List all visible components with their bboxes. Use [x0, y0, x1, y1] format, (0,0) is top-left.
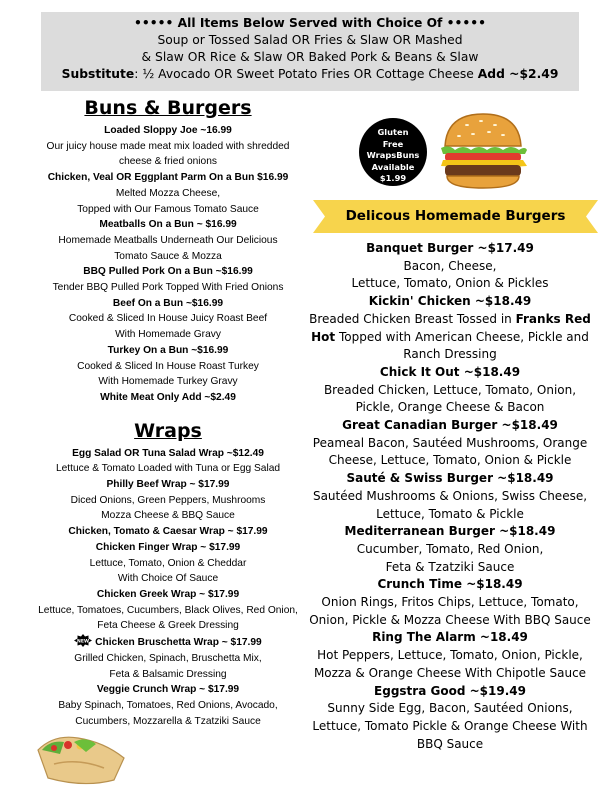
menu-item-name: Beef On a Bun ~$16.99	[112, 297, 224, 309]
menu-item-desc: Breaded Chicken, Lettuce, Tomato, Onion,	[323, 382, 577, 397]
menu-item	[18, 170, 318, 217]
menu-item-desc: Cooked & Sliced In House Juicy Roast Beef	[68, 313, 268, 325]
menu-item-name: Chicken Greek Wrap ~ $17.99	[96, 588, 240, 600]
menu-item	[18, 123, 318, 170]
menu-item	[300, 576, 600, 629]
menu-item	[18, 682, 318, 729]
menu-item-desc: Sunny Side Egg, Bacon, Sautéed Onions,	[327, 701, 573, 716]
menu-item	[18, 446, 318, 477]
menu-item-desc: Breaded Chicken Breast Tossed in Franks Red	[309, 311, 591, 326]
menu-item	[300, 523, 600, 576]
menu-item	[300, 629, 600, 682]
menu-item	[300, 470, 600, 523]
menu-item-desc: cheese & fried onions	[119, 156, 217, 168]
menu-item-desc: Sautéed Mushrooms & Onions, Swiss Cheese,	[312, 488, 588, 503]
substitute-text: : ½ Avocado OR Sweet Potato Fries OR Cottage Cheese	[134, 67, 478, 81]
menu-item-name: Chicken, Veal OR Eggplant Parm On a Bun $16.99	[47, 172, 289, 184]
menu-item	[18, 540, 318, 587]
menu-item-desc: Hot Topped with American Cheese, Pickle and	[311, 329, 589, 344]
menu-item-name: Mediterranean Burger ~$18.49	[344, 524, 556, 539]
banner-heading: ••••• All Items Below Served with Choice Of •••••	[134, 16, 486, 30]
menu-item-desc: Lettuce, Tomato, Onion & Cheddar	[89, 557, 247, 569]
gluten-free-badge	[359, 118, 427, 186]
menu-item	[300, 293, 600, 364]
substitute-label: Substitute	[61, 67, 135, 81]
menu-item	[18, 343, 318, 390]
menu-item	[18, 524, 318, 540]
menu-item-desc: Lettuce, Tomato & Pickle	[376, 506, 524, 521]
menu-item-name: Turkey On a Bun ~$16.99	[107, 344, 229, 356]
banner-substitute	[41, 66, 579, 83]
menu-item-desc: Cooked & Sliced In House Roast Turkey	[77, 360, 259, 372]
white-meat-addon: White Meat Only Add ~$2.49	[100, 391, 236, 403]
banner-line-3: & Slaw OR Rice & Slaw OR Baked Pork & Beans & Slaw	[141, 50, 479, 64]
menu-item-desc: Peameal Bacon, Sautéed Mushrooms, Orange	[312, 435, 588, 450]
menu-item	[300, 683, 600, 754]
menu-item	[18, 264, 318, 295]
section-title-wraps: Wraps	[134, 419, 202, 442]
menu-item	[300, 364, 600, 417]
menu-item-name: Egg Salad OR Tuna Salad Wrap ~$12.49	[72, 447, 264, 459]
menu-item	[18, 217, 318, 264]
menu-item-desc: Mozza & Orange Cheese With Chipotle Sauce	[313, 665, 587, 680]
menu-item-desc: Feta & Tzatziki Sauce	[385, 559, 515, 574]
menu-item-name: Crunch Time ~$18.49	[377, 577, 523, 592]
menu-item-name: Veggie Crunch Wrap ~ $17.99	[96, 684, 240, 696]
menu-item-name: Chicken, Tomato & Caesar Wrap ~ $17.99	[68, 526, 268, 538]
menu-item-desc: Lettuce, Tomato Pickle & Orange Cheese With	[312, 718, 588, 733]
menu-item-name-text: Chicken Bruschetta Wrap ~ $17.99	[95, 637, 262, 649]
menu-item	[300, 240, 600, 293]
menu-item-name: Eggstra Good ~$19.49	[374, 683, 526, 698]
menu-item-desc: Feta Cheese & Greek Dressing	[97, 620, 239, 632]
burgers-ribbon-title: Delicous Homemade Burgers	[345, 208, 566, 224]
menu-item-desc: With Choice Of Sauce	[117, 573, 219, 585]
menu-item-desc: Baby Spinach, Tomatoes, Red Onions, Avocado,	[58, 699, 278, 711]
menu-item	[300, 417, 600, 470]
menu-item	[18, 587, 318, 634]
menu-item-desc: Onion Rings, Fritos Chips, Lettuce, Tomato,	[321, 595, 579, 610]
menu-item-desc: Lettuce, Tomato, Onion & Pickles	[351, 276, 549, 291]
menu-item-desc: Lettuce, Tomatoes, Cucumbers, Black Olives, Red Onion,	[38, 604, 298, 616]
menu-item-desc: BBQ Sauce	[416, 736, 484, 751]
menu-item-name: Great Canadian Burger ~$18.49	[342, 418, 558, 433]
menu-item-desc: With Homemade Turkey Gravy	[98, 376, 238, 388]
banner-line-2: Soup or Tossed Salad OR Fries & Slaw OR Mashed	[157, 33, 463, 47]
menu-item-name: Loaded Sloppy Joe ~16.99	[104, 125, 232, 136]
menu-item	[18, 634, 318, 682]
menu-item-desc: Homemade Meatballs Underneath Our Delicious	[58, 234, 278, 246]
menu-item-desc: Topped with Our Famous Tomato Sauce	[77, 203, 259, 215]
menu-item-desc: Ranch Dressing	[403, 347, 497, 362]
gluten-line-3: Available	[371, 161, 415, 172]
menu-item-name: Ring The Alarm ~18.49	[372, 630, 528, 645]
menu-item-desc: Onion, Pickle & Mozza Cheese With BBQ Sauce	[309, 612, 591, 627]
menu-item-desc: Cucumbers, Mozzarella & Tzatziki Sauce	[75, 715, 261, 727]
burger-icon	[437, 110, 529, 190]
gluten-line-1: Gluten	[377, 127, 409, 137]
right-column	[300, 240, 600, 753]
new-badge-text: NEW	[77, 639, 90, 645]
menu-item-desc: Lettuce & Tomato Loaded with Tuna or Egg Salad	[55, 463, 281, 475]
menu-item-desc: Bacon, Cheese,	[403, 258, 497, 273]
menu-item-desc: Cucumber, Tomato, Red Onion,	[356, 541, 544, 556]
menu-item-desc: Mozza Cheese & BBQ Sauce	[101, 510, 235, 522]
gluten-line-2: Free WrapsBuns	[366, 138, 420, 160]
menu-item-name: Chick It Out ~$18.49	[379, 364, 521, 379]
menu-item-desc: Tomato Sauce & Mozza	[114, 250, 222, 262]
menu-item-name: Philly Beef Wrap ~ $17.99	[106, 479, 230, 491]
menu-item-name: Sauté & Swiss Burger ~$18.49	[346, 471, 554, 486]
menu-item-desc: Melted Mozza Cheese,	[115, 187, 221, 199]
left-column	[18, 93, 318, 729]
menu-item	[18, 477, 318, 524]
gluten-price: $1.99	[379, 173, 407, 183]
wrap-icon	[34, 728, 129, 788]
menu-item-desc: With Homemade Gravy	[115, 329, 221, 341]
menu-item-name: Chicken Finger Wrap ~ $17.99	[95, 541, 241, 553]
menu-item-desc: Our juicy house made meat mix loaded with shredded	[46, 140, 290, 152]
menu-item-name: BBQ Pulled Pork On a Bun ~$16.99	[83, 266, 253, 278]
menu-item-name: Kickin' Chicken ~$18.49	[368, 294, 532, 309]
menu-item-desc: Pickle, Orange Cheese & Bacon	[355, 400, 545, 415]
menu-item-name: Banquet Burger ~$17.49	[366, 241, 534, 255]
section-title-buns: Buns & Burgers	[84, 97, 252, 119]
substitute-add: Add ~$2.49	[477, 67, 559, 81]
menu-item-desc: Hot Peppers, Lettuce, Tomato, Onion, Pickle,	[317, 648, 583, 663]
menu-item-desc: Diced Onions, Green Peppers, Mushrooms	[70, 494, 266, 506]
menu-item-desc: Cheese, Lettuce, Tomato, Onion & Pickle	[328, 453, 572, 468]
new-badge-icon	[74, 634, 92, 647]
menu-item-desc: Tender BBQ Pulled Pork Topped With Fried Onions	[52, 282, 284, 294]
menu-item-desc: Grilled Chicken, Spinach, Bruschetta Mix,	[74, 652, 262, 664]
menu-item-name	[18, 634, 318, 651]
menu-item	[18, 296, 318, 343]
menu-item-name: Meatballs On a Bun ~ $16.99	[99, 219, 237, 231]
menu-item-desc: Feta & Balsamic Dressing	[109, 668, 227, 680]
sides-banner	[41, 12, 579, 91]
